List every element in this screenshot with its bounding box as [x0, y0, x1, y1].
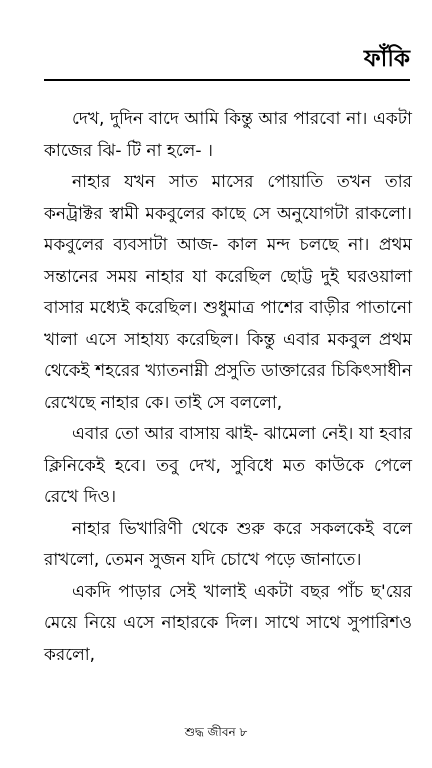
page-footer: শুদ্ধ জীবন ৮	[184, 725, 248, 739]
paragraph: দেখ, দুদিন বাদে আমি কিন্তু আর পারবো না। একটা কাজের ঝি- টি না হলে- ।	[44, 109, 412, 161]
paragraph: নাহার ভিখারিণী থেকে শুরু করে সকলকেই বলে রাখলো, তেমন সুজন যদি চোখে পড়ে জানাতে।	[44, 518, 412, 570]
header-divider	[44, 79, 410, 81]
paragraph: একদি পাড়ার সেই খালাই একটা বছর পাঁচ ছ'য়ের মেয়ে নিয়ে এসে নাহারকে দিল। সাথে সাথে সুপারিশও করলো,	[44, 581, 412, 665]
paragraph: এবার তো আর বাসায় ঝাই- ঝামেলা নেই। যা হবার ক্লিনিকেই হবে। তবু দেখ, সুবিধে মত কাউকে পেলে রেখে দিও।	[44, 424, 412, 507]
chapter-title: ফাঁকি	[363, 46, 410, 72]
paragraph: নাহার যখন সাত মাসের পোয়াতি তখন তার কনট্রাক্টর স্বামী মকবুলের কাছে সে অনুযোগটা রাকলো। মকবুলের ব্যবসাটা আজ- কাল মন্দ চলছে না। প্রথম সন্তানের সময় নাহার যা করেছিল ছোট্ট দুই ঘরওয়ালা বাসার মধ্যেই করেছিল। শুধুমাত্র পাশের বাড়ীর পাতানো খালা এসে সাহায্য করেছিল। কিন্তু এবার মকবুল প্রথম থেকেই শহরের খ্যাতনাম্নী প্রসুতি ডাক্তারের চিকিৎসাধীন রেখেছে নাহার কে। তাই সে বললো,	[44, 172, 412, 413]
story-body	[44, 104, 412, 671]
